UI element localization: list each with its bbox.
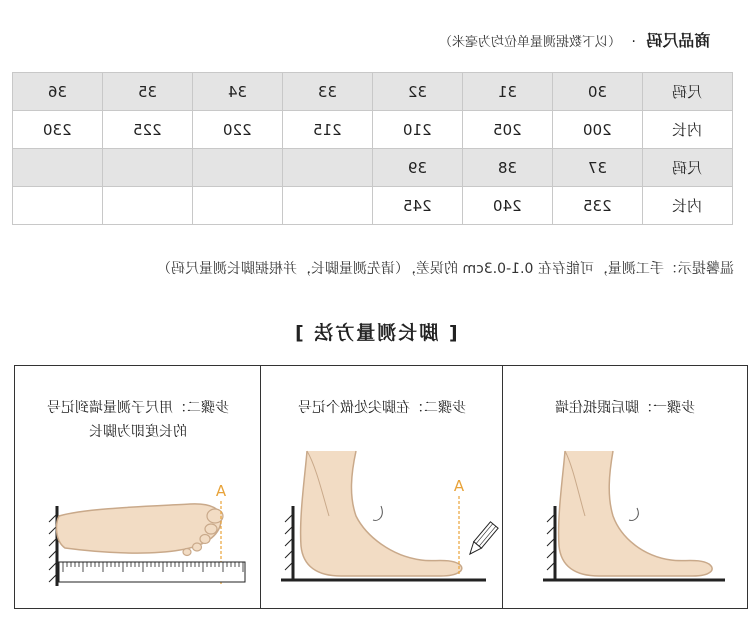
- mark-illustration: [261, 366, 504, 608]
- row-label: 内长: [643, 111, 733, 149]
- table-cell: [13, 149, 103, 187]
- step-3-text: 步骤二：用尺子测量墙到记号 的长度即为脚长: [46, 400, 229, 440]
- step-panel-wall: [503, 366, 747, 608]
- table-cell: [283, 187, 373, 225]
- table-cell: 36: [13, 73, 103, 111]
- table-cell: 220: [193, 111, 283, 149]
- step-panel-ruler: [15, 366, 260, 608]
- table-cell: 33: [283, 73, 373, 111]
- section-title: 商品尺码: [645, 31, 710, 50]
- table-cell: 37: [553, 149, 643, 187]
- table-cell: [283, 149, 373, 187]
- table-cell: [193, 187, 283, 225]
- table-cell: 215: [283, 111, 373, 149]
- table-cell: 245: [373, 187, 463, 225]
- table-cell: [193, 149, 283, 187]
- table-cell: 30: [553, 73, 643, 111]
- table-cell: 230: [13, 111, 103, 149]
- row-label: 尺码: [643, 73, 733, 111]
- table-cell: 200: [553, 111, 643, 149]
- row-label: 内长: [643, 187, 733, 225]
- header-separator: ·: [631, 34, 636, 50]
- step-1-text: 步骤一：脚后跟抵住墙: [555, 400, 695, 416]
- table-cell: 240: [463, 187, 553, 225]
- table-cell: 38: [463, 149, 553, 187]
- marker-label-a: A: [215, 482, 227, 500]
- unit-note: （以下数据测量单位均为毫米）: [438, 35, 621, 50]
- table-cell: 205: [463, 111, 553, 149]
- table-cell: 235: [553, 187, 643, 225]
- table-cell: 35: [103, 73, 193, 111]
- table-cell: 210: [373, 111, 463, 149]
- method-title: [0, 318, 750, 345]
- step-2-text: 步骤二：在脚尖处做个记号: [297, 400, 466, 416]
- tip-text: 温馨提示：手工测量，可能存在 0.1-0.3cm 的误差，（请先测量脚长，并根据脚长测量尺码）: [157, 261, 734, 277]
- pencil-icon: [466, 522, 498, 558]
- table-cell: 34: [193, 73, 283, 111]
- header: [50, 28, 710, 51]
- table-cell: [13, 187, 103, 225]
- marker-label-a-2: A: [453, 477, 465, 495]
- row-label: 尺码: [643, 149, 733, 187]
- foot-side-view: [301, 451, 462, 576]
- table-cell: [103, 187, 193, 225]
- step-panel-mark: [260, 366, 503, 608]
- table-cell: [103, 149, 193, 187]
- foot-side-view-2: [559, 451, 713, 576]
- table-cell: 39: [373, 149, 463, 187]
- size-table: [12, 72, 733, 225]
- measurement-steps: [14, 365, 748, 609]
- ruler-illustration: [15, 366, 260, 608]
- measurement-tip: [18, 258, 734, 278]
- table-row: [13, 187, 733, 225]
- wall-illustration: [503, 366, 747, 608]
- table-row: [13, 111, 733, 149]
- table-row: [13, 73, 733, 111]
- table-cell: 32: [373, 73, 463, 111]
- table-cell: 31: [463, 73, 553, 111]
- method-title-text: [ 脚长测量方法 ]: [292, 322, 458, 344]
- header-line: [439, 28, 710, 51]
- table-cell: 225: [103, 111, 193, 149]
- table-row: [13, 149, 733, 187]
